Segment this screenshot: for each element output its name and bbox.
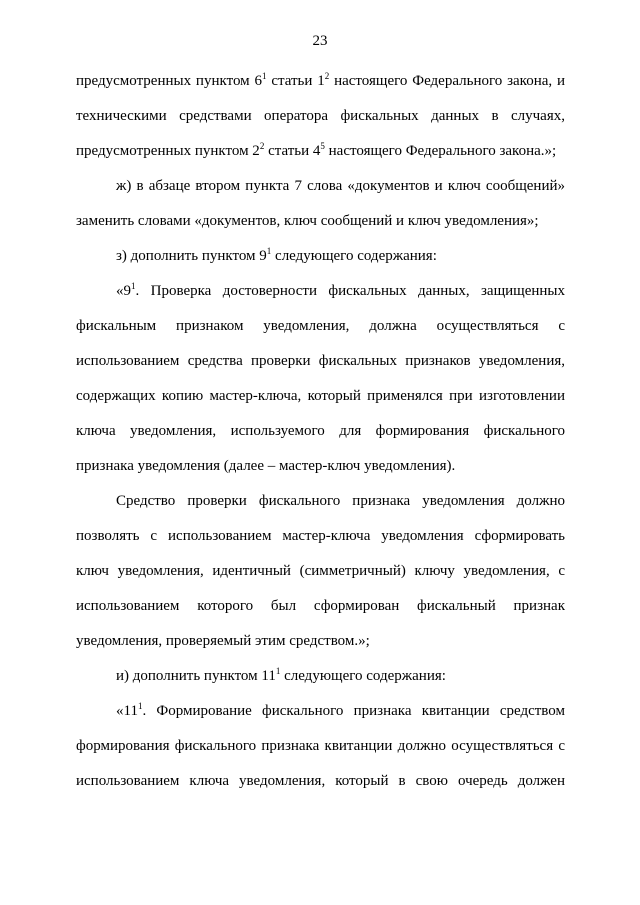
text-line: [76, 526, 565, 546]
text-run: следующего содержания:: [280, 668, 446, 684]
text-run: использованием которого был сформирован фискальный признак: [76, 598, 565, 614]
text-run: настоящего Федерального закона.»;: [324, 143, 557, 159]
text-run: ключ уведомления, идентичный (симметричный) ключу уведомления, с: [76, 563, 565, 579]
superscript: 1: [275, 666, 281, 676]
text-run: техническими средствами оператора фискальных данных в случаях,: [76, 108, 565, 124]
text-run: предусмотренных пунктом 6: [76, 73, 262, 89]
superscript: 2: [324, 71, 330, 81]
text-run: формирования фискального признака квитанции должно осуществляться с: [76, 738, 565, 754]
text-run: «9: [116, 283, 131, 299]
superscript: 5: [320, 141, 325, 151]
text-line: [116, 281, 565, 301]
text-line: [76, 596, 565, 616]
text-run: ж) в абзаце втором пункта 7 слова «документов и ключ сообщений»: [116, 178, 565, 194]
page-number: 23: [312, 33, 328, 49]
text-run: Средство проверки фискального признака уведомления должно: [116, 493, 565, 509]
text-line: [76, 351, 565, 371]
text-line: [116, 246, 565, 266]
text-run: з) дополнить пунктом 9: [116, 248, 267, 264]
text-run: заменить словами «документов, ключ сообщений и ключ уведомления»;: [76, 213, 539, 229]
text-line: [76, 456, 565, 476]
text-run: содержащих копию мастер-ключа, который применялся при изготовлении: [76, 388, 565, 404]
text-line: [76, 736, 565, 756]
text-line: [76, 211, 565, 231]
text-run: статьи 1: [266, 73, 325, 89]
text-run: использованием средства проверки фискальных признаков уведомления,: [76, 353, 565, 369]
text-line: [76, 631, 565, 651]
superscript: 1: [261, 71, 267, 81]
text-run: . Проверка достоверности фискальных данных, защищенных: [135, 283, 565, 299]
text-line: [76, 386, 565, 406]
superscript: 2: [259, 141, 265, 151]
text-run: ключа уведомления, используемого для формирования фискального: [76, 423, 565, 439]
text-line: [76, 106, 565, 126]
superscript: 1: [137, 701, 143, 711]
text-run: и) дополнить пунктом 11: [116, 668, 276, 684]
text-run: использованием ключа уведомления, который в свою очередь должен: [76, 773, 565, 789]
text-line: [116, 701, 565, 721]
text-line: [116, 176, 565, 196]
text-run: настоящего Федерального закона, и: [329, 73, 565, 89]
text-line: [116, 666, 565, 686]
text-run: статьи 4: [264, 143, 321, 159]
text-line: [76, 561, 565, 581]
text-line: [76, 316, 565, 336]
text-line: [76, 141, 565, 161]
text-line: [116, 491, 565, 511]
text-line: [76, 421, 565, 441]
text-run: фискальным признаком уведомления, должна осуществляться с: [76, 318, 565, 334]
text-line: [76, 771, 565, 791]
text-run: предусмотренных пунктом 2: [76, 143, 260, 159]
text-run: следующего содержания:: [271, 248, 437, 264]
text-run: признака уведомления (далее – мастер-ключ уведомления).: [76, 458, 456, 474]
superscript: 1: [266, 246, 272, 256]
text-run: позволять с использованием мастер-ключа уведомления сформировать: [76, 528, 565, 544]
text-run: . Формирование фискального признака квитанции средством: [142, 703, 565, 719]
text-run: уведомления, проверяемый этим средством.»;: [76, 633, 370, 649]
text-run: «11: [116, 703, 138, 719]
superscript: 1: [131, 281, 136, 291]
text-line: [76, 71, 565, 91]
